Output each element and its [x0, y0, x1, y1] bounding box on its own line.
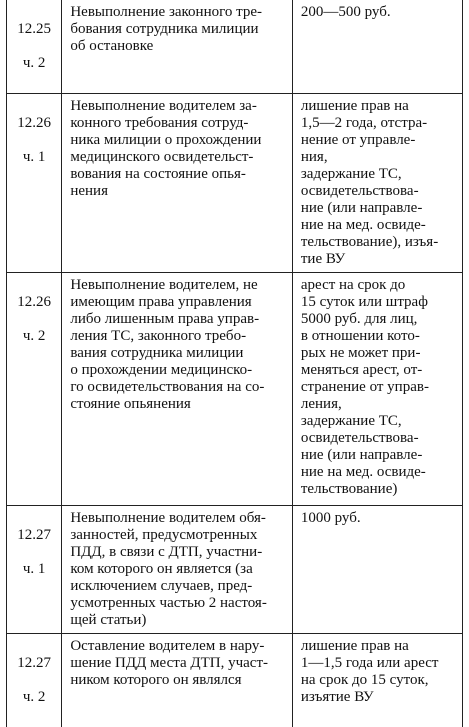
article-part: ч. 2	[9, 55, 59, 72]
article-number: 12.26	[9, 115, 59, 132]
penalty-text: арест на срок до 15 суток или штраф 5000 руб. для лиц, в отношении кото- рых не может при- меняться арест, от- странение от управ- ления, задержание ТС, освидетельствова- ние (или направле- ние на мед. освиде- тельствование)	[292, 273, 462, 506]
violation-description: Оставление водителем в нару- шение ПДД места ДТП, участ- ником которого он являлся	[62, 634, 293, 727]
penalty-text: 1000 руб.	[292, 506, 462, 634]
penalty-text: лишение прав на 1—1,5 года или арест на срок до 15 суток, изъятие ВУ	[292, 634, 462, 727]
violation-description: Невыполнение законного тре- бования сотрудника милиции об остановке	[62, 0, 293, 94]
penalties-table	[6, 0, 463, 727]
table-row	[7, 506, 463, 634]
article-cell	[7, 634, 62, 727]
article-cell	[7, 506, 62, 634]
article-number: 12.25	[9, 21, 59, 38]
table-row	[7, 634, 463, 727]
article-cell	[7, 0, 62, 94]
violation-description: Невыполнение водителем, не имеющим права управления либо лишенным права управ- ления ТС, законного требо- вания сотрудника милиции о прохождении медицинско- го освидетельствования на со- стояние опьянения	[62, 273, 293, 506]
table-row	[7, 273, 463, 506]
article-number: 12.26	[9, 294, 59, 311]
penalty-text: 200—500 руб.	[292, 0, 462, 94]
table-row	[7, 94, 463, 273]
article-part: ч. 2	[9, 328, 59, 345]
article-number: 12.27	[9, 527, 59, 544]
article-cell	[7, 94, 62, 273]
article-part: ч. 1	[9, 561, 59, 578]
article-number: 12.27	[9, 655, 59, 672]
article-part: ч. 2	[9, 689, 59, 706]
table-row	[7, 0, 463, 94]
penalty-text: лишение прав на 1,5—2 года, отстра- нение от управле- ния, задержание ТС, освидетельствова- ние (или направле- ние на мед. освиде- тельствование), изъя- тие ВУ	[292, 94, 462, 273]
article-part: ч. 1	[9, 149, 59, 166]
violation-description: Невыполнение водителем обя- занностей, предусмотренных ПДД, в связи с ДТП, участни- ком которого он является (за исключением случаев, пред- усмотренных частью 2 настоя- щей статьи)	[62, 506, 293, 634]
article-cell	[7, 273, 62, 506]
violation-description: Невыполнение водителем за- конного требования сотруд- ника милиции о прохождении медицинского освидетельст- вования на состояние опья- нения	[62, 94, 293, 273]
